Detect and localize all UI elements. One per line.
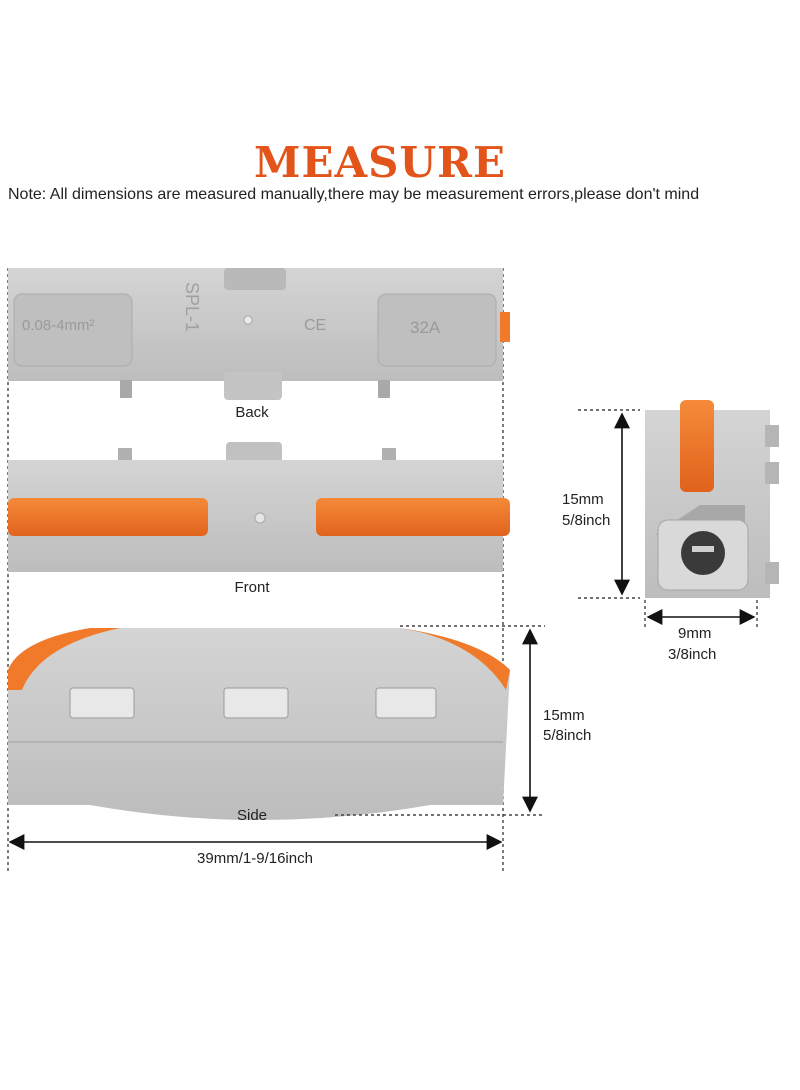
back-marking-ce: CE bbox=[304, 317, 327, 334]
page-title: MEASURE bbox=[254, 138, 506, 187]
front-view bbox=[8, 442, 510, 572]
back-marking-range: 0.08-4mm² bbox=[22, 317, 95, 334]
back-view-label: Back bbox=[235, 404, 269, 421]
end-width-mm: 9mm bbox=[678, 625, 712, 642]
side-height-mm: 15mm bbox=[543, 707, 585, 724]
note-text: Note: All dimensions are measured manually,there may be measurement errors,please don't mind bbox=[8, 186, 700, 203]
end-width-in: 3/8inch bbox=[668, 646, 717, 663]
end-view bbox=[645, 400, 779, 598]
side-view bbox=[8, 628, 510, 820]
side-height-in: 5/8inch bbox=[543, 727, 592, 744]
back-marking-model: SPL-1 bbox=[182, 282, 202, 333]
length-dimension-label: 39mm/1-9/16inch bbox=[197, 850, 313, 867]
front-view-label: Front bbox=[234, 579, 270, 596]
side-view-label: Side bbox=[236, 807, 268, 824]
end-height-mm: 15mm bbox=[562, 491, 604, 508]
back-marking-current: 32A bbox=[410, 318, 441, 337]
end-height-in: 5/8inch bbox=[562, 512, 611, 529]
